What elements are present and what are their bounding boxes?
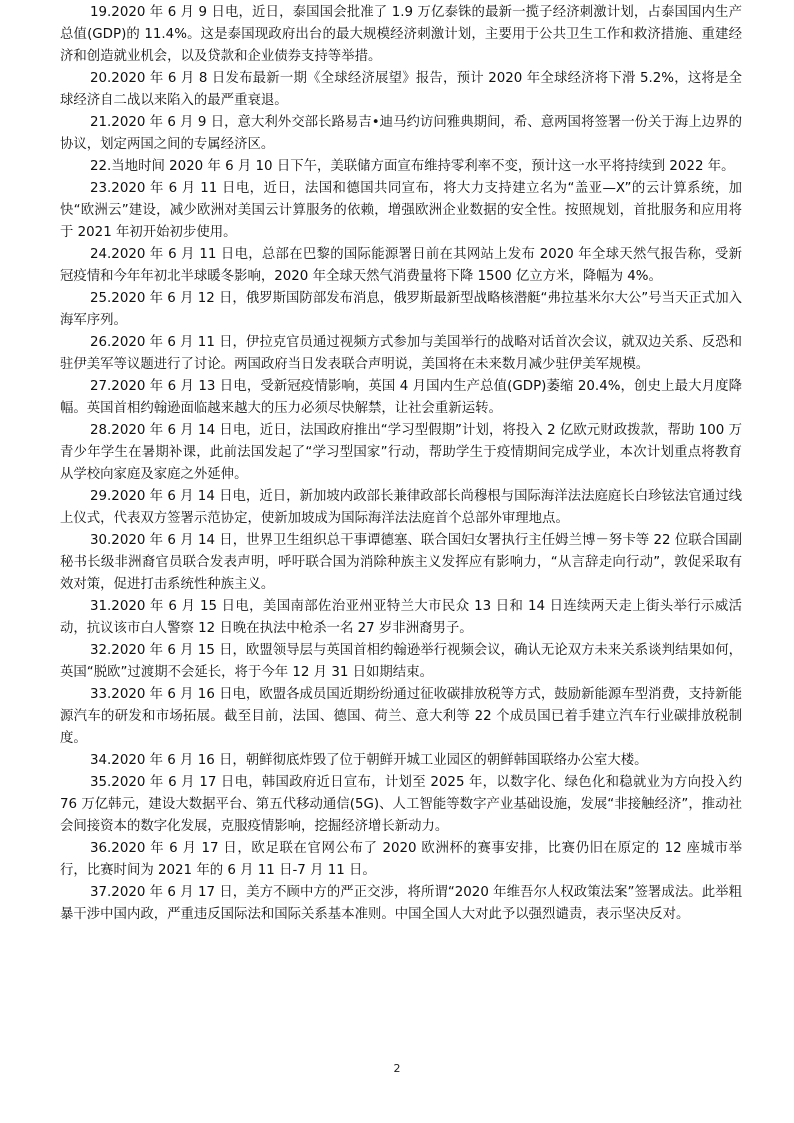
news-item-37: 37.2020 年 6 月 17 日，美方不顾中方的严正交涉，将所谓“2020 年维吾尔人权政策法案”签署成法。此举粗暴干涉中国内政，严重违反国际法和国际关系基本准则。中国全国人大对此予以强烈谴责，表示坚决反对。 — [60, 885, 742, 922]
news-item-29: 29.2020 年 6 月 14 日电，近日，新加坡内政部长兼律政部长尚穆根与国际海洋法法庭庭长白珍铉法官通过线上仪式，代表双方签署示范协定，使新加坡成为国际海洋法法庭首个总部外审理地点。 — [60, 489, 742, 526]
news-item-28: 28.2020 年 6 月 14 日电，近日，法国政府推出“学习型假期”计划，将投入 2 亿欧元财政拨款，帮助 100 万青少年学生在暑期补课，此前法国发起了“学习型国家”行动，帮助学生于疫情期间完成学业，本次计划重点将教育从学校向家庭及家庭之外延伸。 — [60, 423, 742, 482]
news-item-32: 32.2020 年 6 月 15 日，欧盟领导层与英国首相约翰逊举行视频会议，确认无论双方未来关系谈判结果如何，英国“脱欧”过渡期不会延长，将于今年 12 月 31 日如期结束。 — [60, 643, 742, 680]
news-item-25: 25.2020 年 6 月 12 日，俄罗斯国防部发布消息，俄罗斯最新型战略核潜艇“弗拉基米尔大公”号当天正式加入海军序列。 — [60, 291, 742, 328]
news-item-34: 34.2020 年 6 月 16 日，朝鲜彻底炸毁了位于朝鲜开城工业园区的朝鲜韩国联络办公室大楼。 — [90, 753, 648, 768]
news-item-23: 23.2020 年 6 月 11 日电，近日，法国和德国共同宣布，将大力支持建立名为“盖亚—X”的云计算系统，加快“欧洲云”建设，减少欧洲对美国云计算服务的依赖，增强欧洲企业数据的安全性。按照规划，首批服务和应用将于 2021 年初开始初步使用。 — [60, 181, 742, 240]
news-item-26: 26.2020 年 6 月 11 日，伊拉克官员通过视频方式参加与美国举行的战略对话首次会议，就双边关系、反恐和驻伊美军等议题进行了讨论。两国政府当日发表联合声明说，美国将在未来数月减少驻伊美军规模。 — [60, 335, 742, 372]
news-item-19: 19.2020 年 6 月 9 日电，近日，泰国国会批准了 1.9 万亿泰铢的最新一揽子经济刺激计划，占泰国国内生产总值(GDP)的 11.4%。这是泰国现政府出台的最大规模经济刺激计划，主要用于公共卫生工作和救济措施、重建经济和创造就业机会，以及贷款和企业债券支持等举措。 — [60, 5, 742, 64]
news-item-31: 31.2020 年 6 月 15 日电，美国南部佐治亚州亚特兰大市民众 13 日和 14 日连续两天走上街头举行示威活动，抗议该市白人警察 12 日晚在执法中枪杀一名 27 岁非洲裔男子。 — [60, 599, 742, 636]
news-item-36: 36.2020 年 6 月 17 日，欧足联在官网公布了 2020 欧洲杯的赛事安排，比赛仍旧在原定的 12 座城市举行，比赛时间为 2021 年的 6 月 11 日-7 月 11 日。 — [60, 841, 742, 878]
news-item-21: 21.2020 年 6 月 9 日，意大利外交部长路易吉•迪马约访问雅典期间，希、意两国将签署一份关于海上边界的协议，划定两国之间的专属经济区。 — [60, 115, 742, 152]
news-item-22: 22.当地时间 2020 年 6 月 10 日下午，美联储方面宣布维持零利率不变，预计这一水平将持续到 2022 年。 — [90, 159, 735, 174]
news-item-27: 27.2020 年 6 月 13 日电，受新冠疫情影响，英国 4 月国内生产总值(GDP)萎缩 20.4%，创史上最大月度降幅。英国首相约翰逊面临越来越大的压力必须尽快解禁，让社会重新运转。 — [60, 379, 742, 416]
news-item-35: 35.2020 年 6 月 17 日电，韩国政府近日宣布，计划至 2025 年，以数字化、绿色化和稳就业为方向投入约 76 万亿韩元，建设大数据平台、第五代移动通信(5G)、人工智能等数字产业基础设施，发展“非接触经济”，推动社会间接资本的数字化发展，克服疫情影响，挖掘经济增长新动力。 — [60, 775, 742, 834]
page-number: 2 — [393, 1062, 401, 1075]
news-item-30: 30.2020 年 6 月 14 日，世界卫生组织总干事谭德塞、联合国妇女署执行主任姆兰博－努卡等 22 位联合国副秘书长级非洲裔官员联合发表声明，呼吁联合国为消除种族主义发挥应有影响力，“从言辞走向行动”，敦促采取有效对策，促进打击系统性种族主义。 — [60, 533, 742, 592]
document-body — [60, 2, 742, 926]
news-item-24: 24.2020 年 6 月 11 日电，总部在巴黎的国际能源署日前在其网站上发布 2020 年全球天然气报告称，受新冠疫情和今年年初北半球暖冬影响，2020 年全球天然气消费量将下降 1500 亿立方米，降幅为 4%。 — [60, 247, 742, 284]
news-item-20: 20.2020 年 6 月 8 日发布最新一期《全球经济展望》报告，预计 2020 年全球经济将下滑 5.2%，这将是全球经济自二战以来陷入的最严重衰退。 — [60, 71, 742, 108]
news-item-33: 33.2020 年 6 月 16 日电，欧盟各成员国近期纷纷通过征收碳排放税等方式，鼓励新能源车型消费，支持新能源汽车的研发和市场拓展。截至目前，法国、德国、荷兰、意大利等 22 个成员国已着手建立汽车行业碳排放税制度。 — [60, 687, 742, 746]
